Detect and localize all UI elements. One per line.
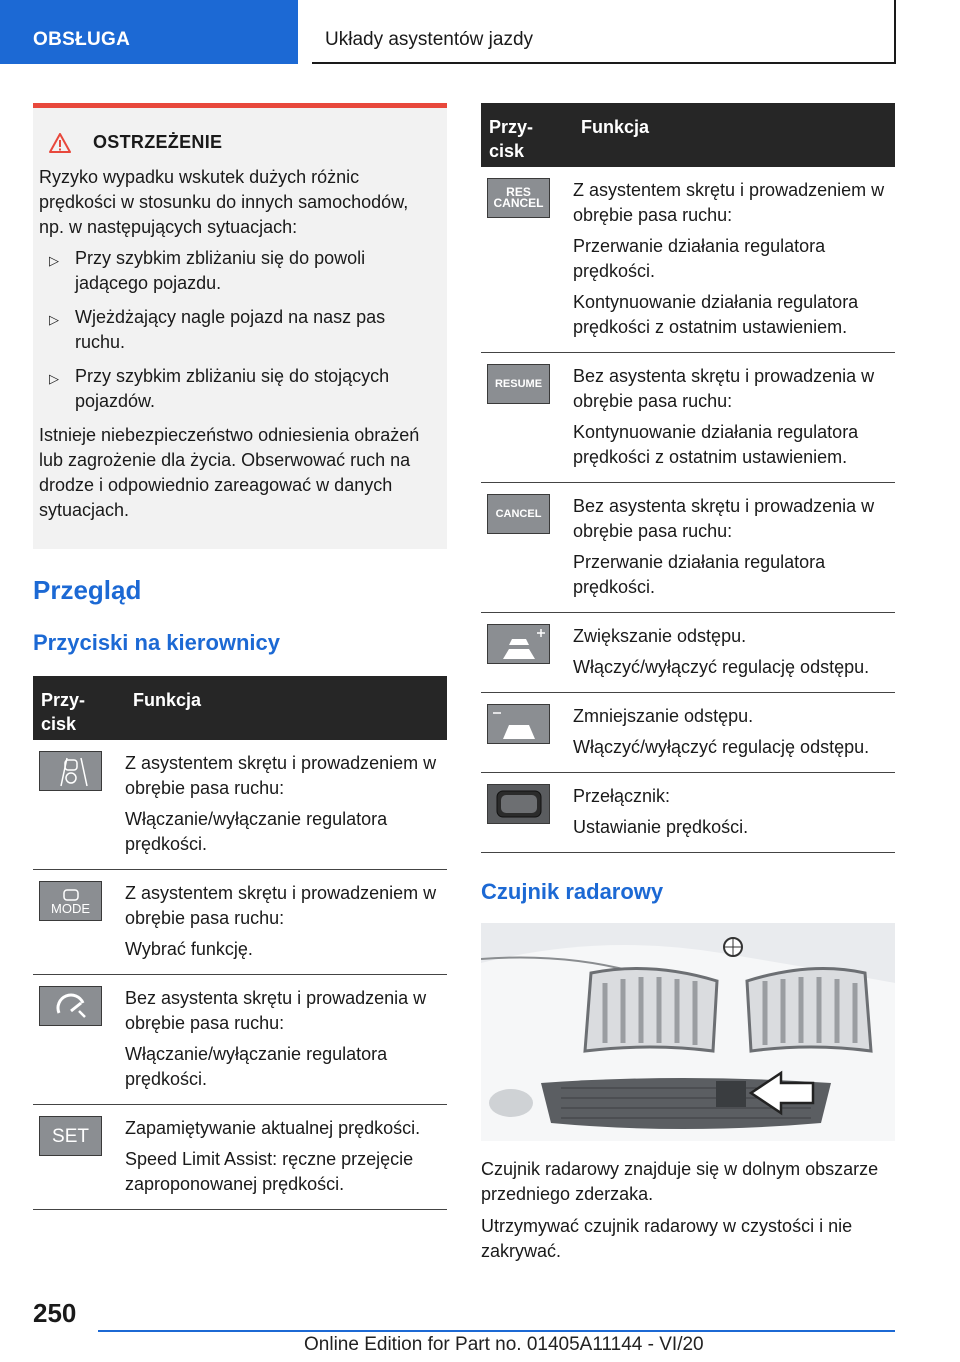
table-row: SET Zapamiętywanie aktualnej prędkości. Speed Limit Assist: ręczne przejęcie zaproponowanej prędkości. — [33, 1105, 447, 1210]
table-row: Zmniejszanie odstępu. Włączyć/wyłączyć regulację odstępu. — [481, 693, 895, 773]
overview-subtitle: Przyciski na kierownicy — [33, 630, 281, 655]
radar-paragraph: Utrzymywać czujnik radarowy w czystości i nie zakrywać. — [481, 1216, 853, 1261]
table-row: Bez asystenta skrętu i prowadzenia w obrębie pasa ruchu: Włączanie/wyłączanie regulatora prędkości. — [33, 975, 447, 1105]
distance-increase-icon — [487, 624, 550, 664]
table-row: RES CANCEL Z asystentem skrętu i prowadzeniem w obrębie pasa ruchu: Przerwanie działania regulatora prędkości. Kontynuowanie działania regulatora prędkości z ostatnim ustawieniem. — [481, 167, 895, 353]
col-header-button: Przy- cisk — [41, 690, 86, 734]
resume-button-icon: RESUME — [487, 364, 550, 404]
warning-intro: Ryzyko wypadku wskutek dużych różnic prędkości w stosunku do innych samochodów, np. w następujących sytuacjach: — [39, 167, 409, 237]
warning-item: ▷ Przy szybkim zbliżaniu się do stojących pojazdów. — [49, 366, 390, 411]
left-column — [33, 103, 447, 1210]
cruise-control-icon — [39, 986, 102, 1026]
table-header — [33, 676, 447, 740]
overview-title: Przegląd — [33, 575, 142, 605]
warning-heading — [49, 130, 437, 155]
header-chapter: Układy asystentów jazdy — [312, 0, 896, 64]
table-row: Zwiększanie odstępu. Włączyć/wyłączyć regulację odstępu. — [481, 613, 895, 693]
table-header — [481, 103, 895, 167]
mode-button-icon: MODE — [39, 881, 102, 921]
cancel-button-icon: CANCEL — [487, 494, 550, 534]
warning-item: ▷ Wjeżdżający nagle pojazd na nasz pas ruchu. — [49, 307, 386, 352]
right-column — [481, 103, 895, 1271]
radar-title: Czujnik radarowy — [481, 879, 664, 904]
table-row: MODE Z asystentem skrętu i prowadzeniem w obrębie pasa ruchu: Wybrać funkcję. — [33, 870, 447, 975]
header-section: OBSŁUGA — [0, 0, 298, 64]
warning-outro: Istnieje niebezpieczeństwo odniesienia obrażeń lub zagrożenie dla życia. Obserwować ruch na drodze i odpowiednio zareagować w danych sytuacjach. — [39, 425, 420, 520]
radar-paragraph: Czujnik radarowy znajduje się w dolnym obszarze przedniego zderzaka. — [481, 1159, 879, 1204]
warning-list — [39, 246, 437, 414]
bullet-triangle-icon: ▷ — [49, 253, 59, 268]
radar-sensor-photo — [481, 923, 895, 1141]
table-row: RESUME Bez asystenta skrętu i prowadzenia w obrębie pasa ruchu: Kontynuowanie działania regulatora prędkości z ostatnim ustawieniem. — [481, 353, 895, 483]
buttons-table-right — [481, 103, 895, 853]
buttons-table-left — [33, 676, 447, 1210]
distance-decrease-icon — [487, 704, 550, 744]
bullet-triangle-icon: ▷ — [49, 312, 59, 327]
res-cancel-button-icon: RES CANCEL — [487, 178, 550, 218]
bullet-triangle-icon: ▷ — [49, 371, 59, 386]
table-row: Z asystentem skrętu i prowadzeniem w obrębie pasa ruchu: Włączanie/wyłączanie regulatora prędkości. — [33, 740, 447, 870]
col-header-function: Funkcja — [133, 690, 202, 710]
lane-assist-cruise-icon — [39, 751, 102, 791]
table-row: CANCEL Bez asystenta skrętu i prowadzenia w obrębie pasa ruchu: Przerwanie działania regulatora prędkości. — [481, 483, 895, 613]
radar-text — [481, 1157, 895, 1264]
warning-triangle-icon — [49, 133, 71, 153]
footer-edition: Online Edition for Part no. 01405A11144 - VI/20 — [304, 1334, 704, 1355]
col-header-function: Funkcja — [581, 117, 650, 137]
table-row: Przełącznik: Ustawianie prędkości. — [481, 773, 895, 853]
col-header-button: Przy- cisk — [489, 117, 534, 161]
warning-item: ▷ Przy szybkim zbliżaniu się do powoli jadącego pojazdu. — [49, 248, 366, 293]
warning-box — [33, 103, 447, 549]
rocker-switch-icon — [487, 784, 550, 824]
page-number: 250 — [33, 1298, 77, 1328]
footer-line — [98, 1330, 895, 1332]
warning-title: OSTRZEŻENIE — [93, 132, 223, 152]
set-button-icon: SET — [39, 1116, 102, 1156]
